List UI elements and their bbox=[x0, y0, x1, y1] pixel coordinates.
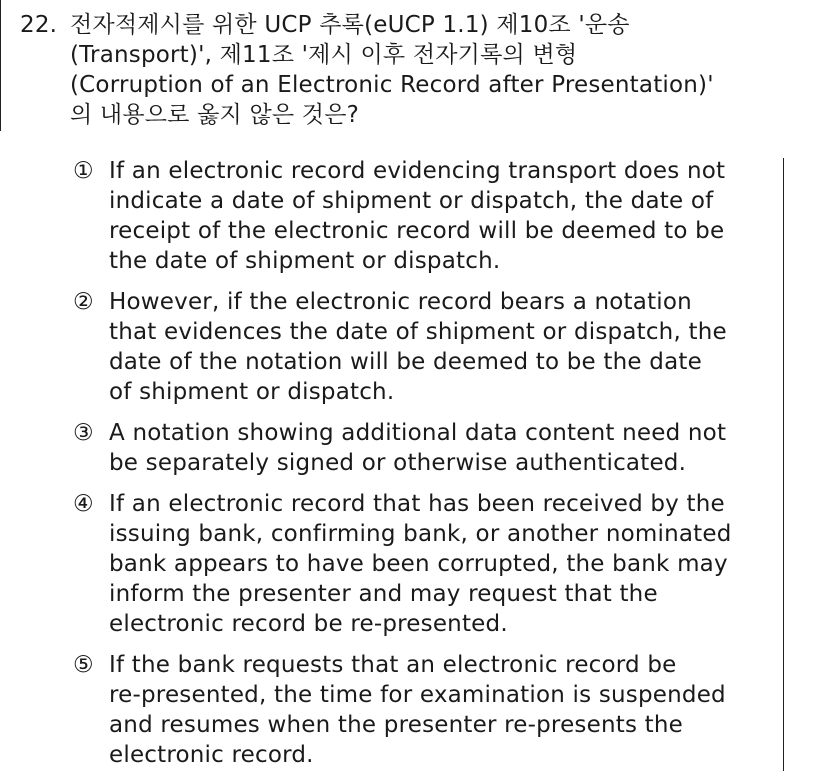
answer-options bbox=[73, 156, 773, 781]
option-2-text: However, if the electronic record bears a notation that evidences the date of shipment or dispatch, the date of the notation will be deemed to be the date of shipment or dispatch. bbox=[109, 289, 727, 405]
option-5-text: If the bank requests that an electronic record be re-presented, the time for examination is suspended and resumes when the presenter re-presents the electronic record. bbox=[109, 652, 726, 768]
option-4-text: If an electronic record that has been received by the issuing bank, confirming bank, or another nominated bank appears to have been corrupted, the bank may inform the presenter and may request that the electronic record be re-presented. bbox=[109, 491, 732, 637]
option-3-text: A notation showing additional data content need not be separately signed or otherwise authenticated. bbox=[109, 420, 727, 476]
option-3-marker: ③ bbox=[73, 420, 94, 446]
option-1-marker: ① bbox=[73, 158, 94, 184]
question-block bbox=[20, 10, 780, 130]
option-3[interactable] bbox=[73, 418, 773, 478]
question-number: 22. bbox=[20, 12, 58, 38]
option-4[interactable] bbox=[73, 489, 773, 639]
option-2[interactable] bbox=[73, 287, 773, 407]
option-1[interactable] bbox=[73, 156, 773, 276]
left-border-line bbox=[0, 0, 1, 131]
question-text: 전자적제시를 위한 UCP 추록(eUCP 1.1) 제10조 '운송 (Transport)', 제11조 '제시 이후 전자기록의 변형 (Corruption of an Electronic Record after Presentation)' 의 내용으로 옳지 않은 것은? bbox=[70, 12, 714, 128]
option-2-marker: ② bbox=[73, 289, 94, 315]
option-1-text: If an electronic record evidencing transport does not indicate a date of shipment or dispatch, the date of receipt of the electronic record will be deemed to be the date of shipment or dispatch. bbox=[109, 158, 726, 274]
right-border-line bbox=[783, 158, 784, 771]
option-5-marker: ⑤ bbox=[73, 652, 94, 678]
option-4-marker: ④ bbox=[73, 491, 94, 517]
option-5[interactable] bbox=[73, 650, 773, 770]
